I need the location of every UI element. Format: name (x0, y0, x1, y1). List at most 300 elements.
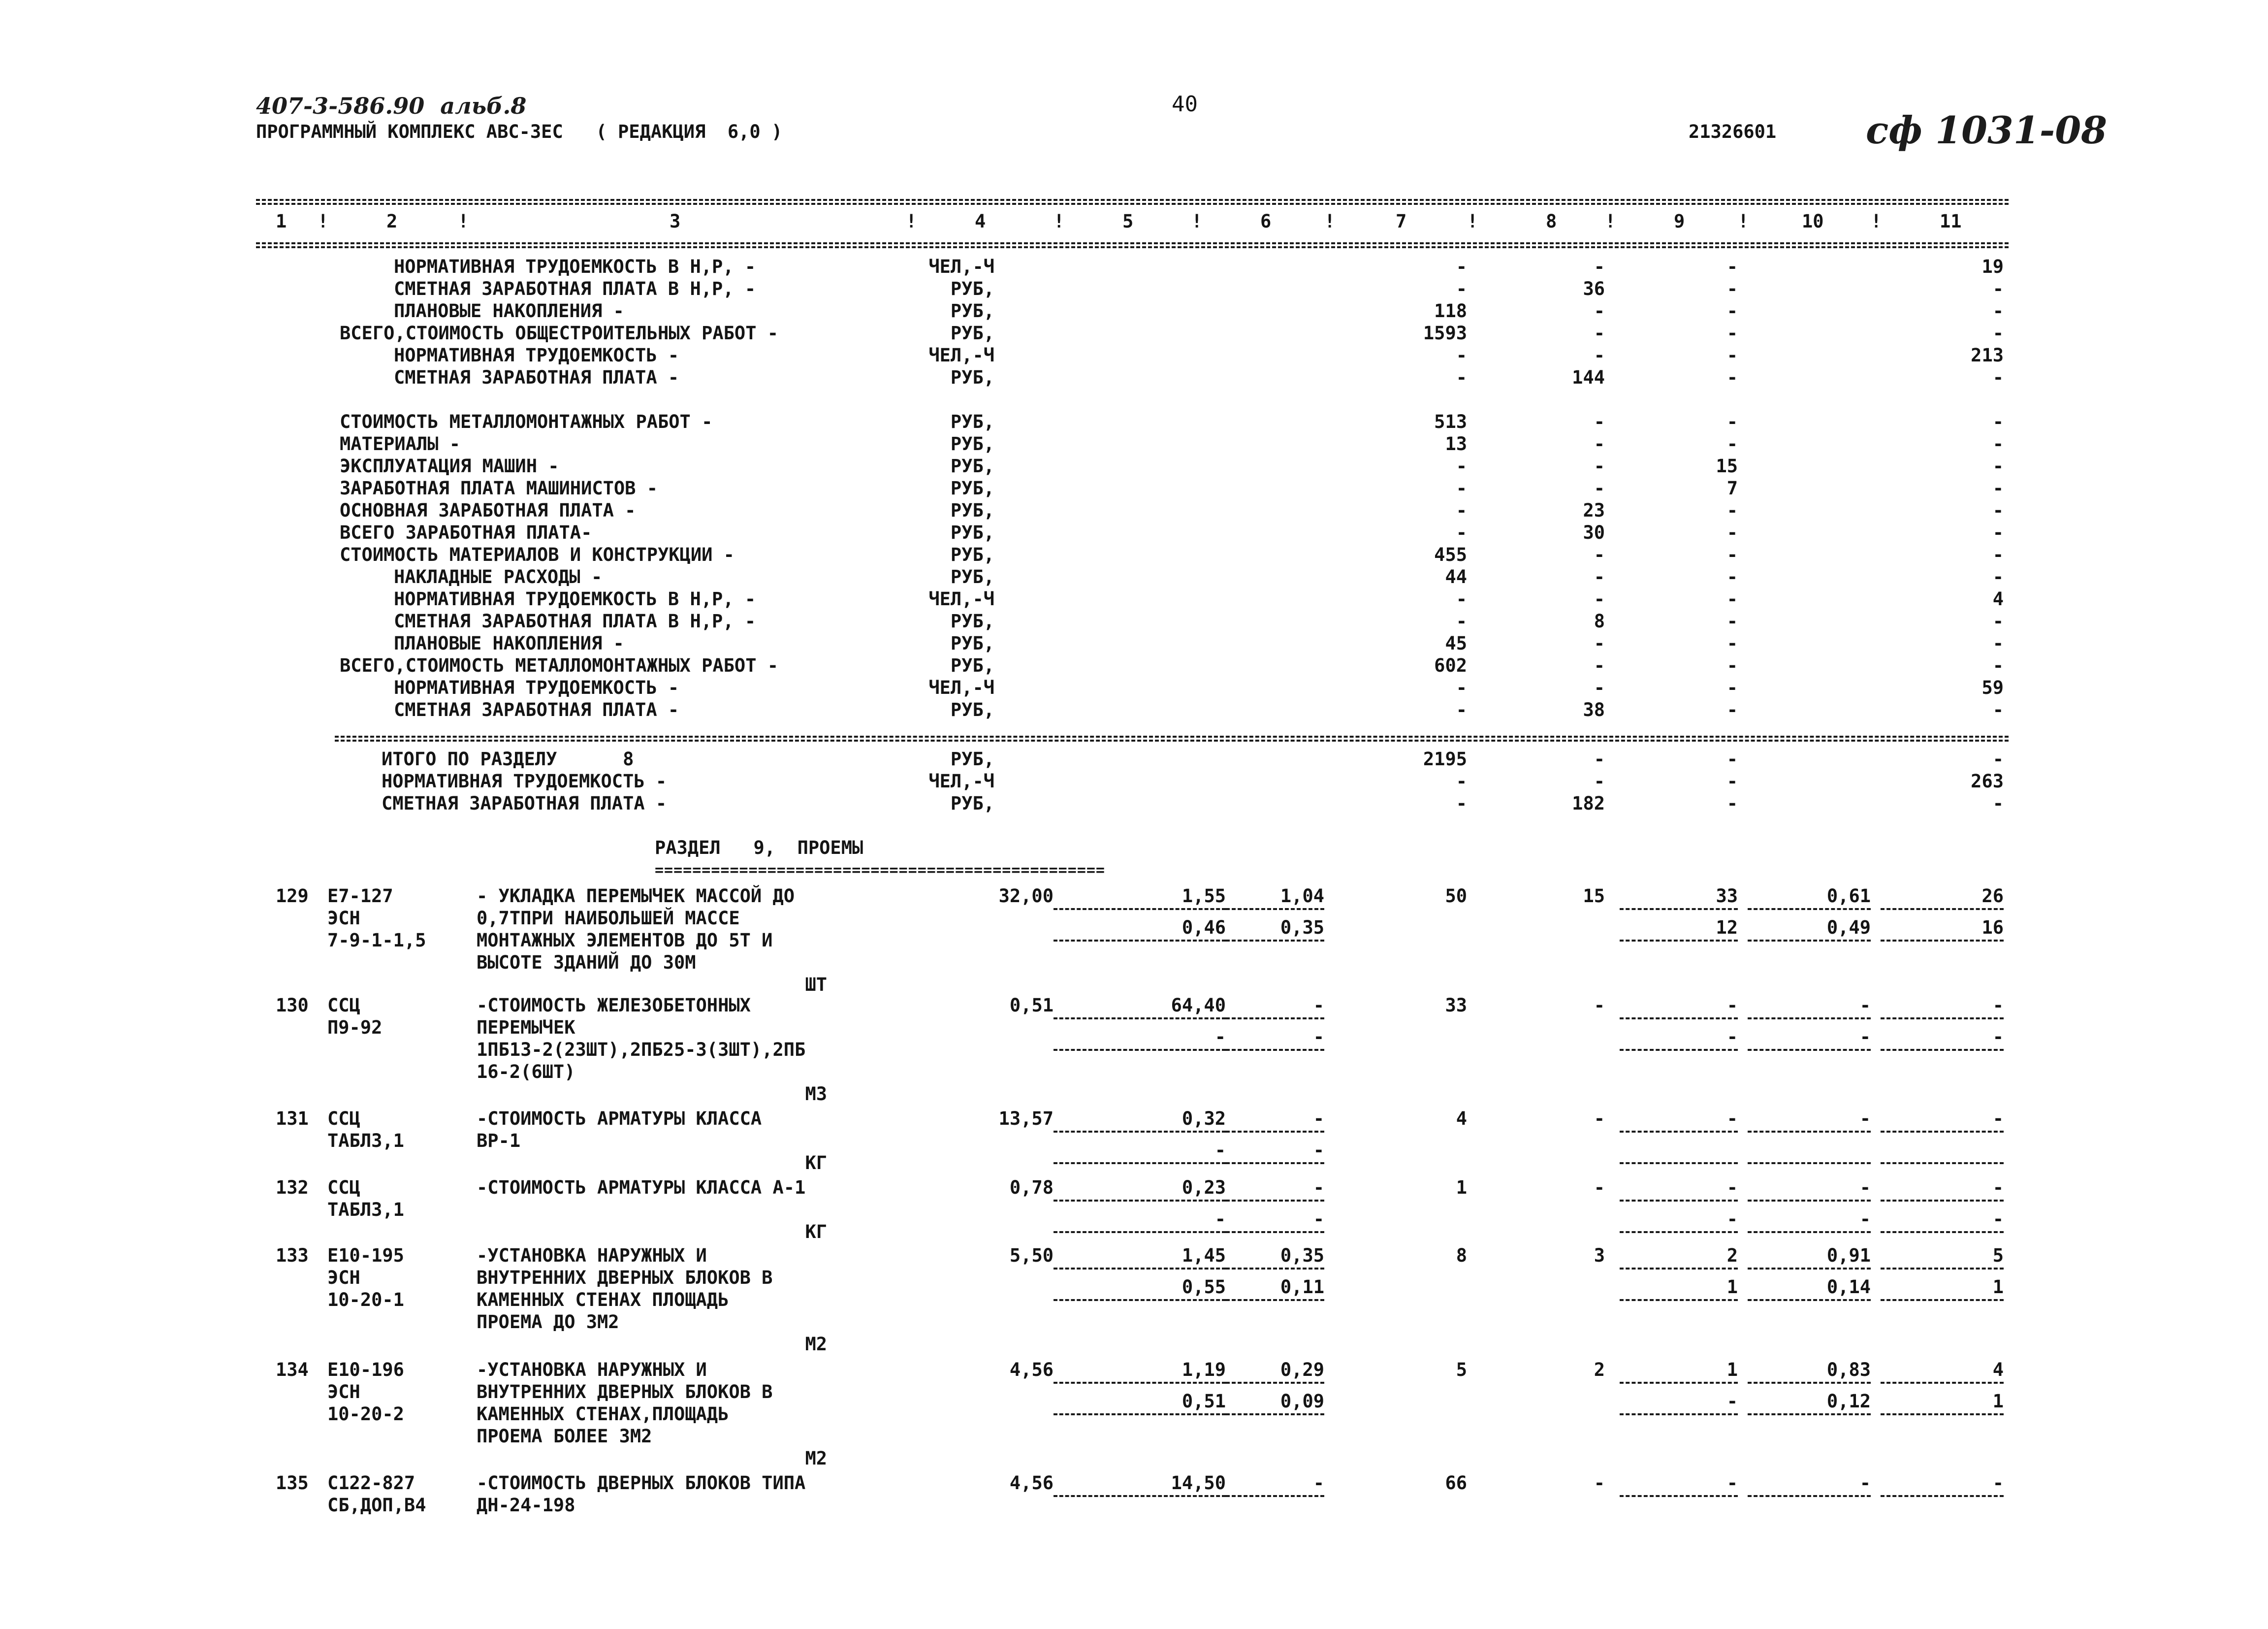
item-c11: - (1992, 995, 2004, 1016)
summary-col11: - (1992, 478, 2004, 499)
summary-label: ЗАРАБОТНАЯ ПЛАТА МАШИНИСТОВ - (340, 478, 658, 499)
summary-col7: 1593 (1423, 323, 1467, 344)
value-underline-2 (1881, 1299, 2004, 1301)
summary-unit: РУБ, (950, 500, 994, 521)
value-underline-2 (1226, 1162, 1324, 1164)
item-c8: - (1594, 1177, 1605, 1198)
total-col9: - (1726, 771, 1738, 792)
item-c5: 14,50 (1171, 1472, 1226, 1494)
column-separator: ! (458, 211, 469, 232)
summary-col8: 38 (1583, 699, 1605, 720)
summary-unit: РУБ, (950, 411, 994, 432)
total-unit: РУБ, (950, 793, 994, 814)
program-title: ПРОГРАММНЫЙ КОМПЛЕКС АВС-3ЕС ( РЕДАКЦИЯ 6,0 ) (256, 121, 783, 142)
item-c11: - (1992, 1108, 2004, 1129)
item-c8: 2 (1594, 1359, 1605, 1380)
item-c10: 0,91 (1826, 1245, 1871, 1266)
summary-unit: РУБ, (950, 566, 994, 587)
item-c11: - (1992, 1177, 2004, 1198)
value-underline (1620, 1382, 1738, 1384)
value-underline-2 (1748, 940, 1871, 942)
item-description: ДН-24-198 (477, 1495, 575, 1516)
item-c5b: 0,51 (1182, 1391, 1226, 1412)
summary-col11: - (1992, 411, 2004, 432)
summary-col8: 36 (1583, 278, 1605, 299)
item-c10: - (1859, 1472, 1871, 1494)
item-c6b: - (1313, 1026, 1324, 1047)
item-number: 132 (276, 1177, 309, 1198)
item-code: 10-20-1 (327, 1289, 404, 1310)
value-underline (1054, 1017, 1226, 1019)
summary-label: ВСЕГО,СТОИМОСТЬ МЕТАЛЛОМОНТАЖНЫХ РАБОТ - (340, 655, 779, 676)
item-c11: 5 (1992, 1245, 2004, 1266)
value-underline (1054, 1131, 1226, 1133)
item-c9b: 12 (1716, 917, 1738, 938)
value-underline-2 (1226, 1049, 1324, 1051)
value-underline (1881, 1268, 2004, 1270)
summary-col11: - (1992, 433, 2004, 455)
item-c6: 0,29 (1280, 1359, 1324, 1380)
item-c9b: - (1726, 1208, 1738, 1230)
value-underline (1881, 1200, 2004, 1202)
summary-unit: ЧЕЛ,-Ч (928, 588, 994, 610)
item-c9: - (1726, 995, 1738, 1016)
item-description: -СТОИМОСТЬ АРМАТУРЫ КЛАССА (477, 1108, 762, 1129)
value-underline (1226, 1017, 1324, 1019)
summary-col9: - (1726, 566, 1738, 587)
summary-col7: 13 (1445, 433, 1467, 455)
value-underline-2 (1620, 1299, 1738, 1301)
summary-col8: - (1594, 300, 1605, 322)
item-c6b: 0,11 (1280, 1276, 1324, 1298)
item-code: E10-195 (327, 1245, 404, 1266)
item-c10b: 0,14 (1826, 1276, 1871, 1298)
summary-label: НОРМАТИВНАЯ ТРУДОЕМКОСТЬ В Н,Р, - (394, 588, 756, 610)
summary-label: ВСЕГО ЗАРАБОТНАЯ ПЛАТА- (340, 522, 592, 543)
total-rule-2 (335, 740, 2009, 742)
summary-label: ЭКСПЛУАТАЦИЯ МАШИН - (340, 456, 559, 477)
item-c6: 0,35 (1280, 1245, 1324, 1266)
item-number: 133 (276, 1245, 309, 1266)
value-underline-2 (1054, 1299, 1226, 1301)
item-c6b: 0,09 (1280, 1391, 1324, 1412)
item-c9: - (1726, 1177, 1738, 1198)
handwritten-stamp: сф 1031-08 (1866, 108, 2108, 152)
item-code: ЭСН (327, 908, 360, 929)
page-number: 40 (1172, 92, 1198, 117)
item-description: 16-2(6ШТ) (477, 1061, 575, 1082)
summary-label: СТОИМОСТЬ МЕТАЛЛОМОНТАЖНЫХ РАБОТ - (340, 411, 713, 432)
summary-unit: ЧЕЛ,-Ч (928, 256, 994, 277)
item-code: ССЦ (327, 995, 360, 1016)
value-underline (1620, 1017, 1738, 1019)
summary-col11: - (1992, 278, 2004, 299)
total-rule (335, 736, 2009, 738)
summary-col9: - (1726, 411, 1738, 432)
summary-label: НОРМАТИВНАЯ ТРУДОЕМКОСТЬ - (394, 677, 679, 698)
item-c7: 33 (1445, 995, 1467, 1016)
item-c9b: 1 (1726, 1276, 1738, 1298)
summary-col11: 213 (1971, 345, 2004, 366)
summary-col11: - (1992, 323, 2004, 344)
item-c8: - (1594, 995, 1605, 1016)
summary-col8: 23 (1583, 500, 1605, 521)
summary-col11: 59 (1981, 677, 2004, 698)
item-c6b: 0,35 (1280, 917, 1324, 938)
value-underline-2 (1748, 1299, 1871, 1301)
item-c5b: - (1214, 1026, 1226, 1047)
item-c11b: 1 (1992, 1391, 2004, 1412)
item-c11: 26 (1981, 885, 2004, 907)
item-c10b: 0,49 (1826, 917, 1871, 938)
summary-col11: 19 (1981, 256, 2004, 277)
item-description: КАМЕННЫХ СТЕНАХ,ПЛОЩАДЬ (477, 1403, 729, 1425)
summary-col7: 455 (1434, 544, 1467, 565)
item-c5: 1,19 (1182, 1359, 1226, 1380)
item-number: 131 (276, 1108, 309, 1129)
column-header-7: 7 (1396, 211, 1407, 232)
item-c10: - (1859, 1177, 1871, 1198)
item-description: ВР-1 (477, 1130, 521, 1151)
value-underline-2 (1054, 1413, 1226, 1415)
item-c5: 1,45 (1182, 1245, 1226, 1266)
item-c7: 5 (1456, 1359, 1467, 1380)
item-description: 0,7ТПРИ НАИБОЛЬШЕЙ МАССЕ (477, 908, 740, 929)
header-bottom-rule (256, 242, 2009, 244)
value-underline (1748, 1131, 1871, 1133)
item-c10: 0,83 (1826, 1359, 1871, 1380)
item-description: ВЫСОТЕ ЗДАНИЙ ДО 30М (477, 952, 696, 973)
item-c5b: 0,55 (1182, 1276, 1226, 1298)
summary-unit: РУБ, (950, 367, 994, 388)
summary-col9: - (1726, 278, 1738, 299)
item-code: СБ,ДОП,В4 (327, 1495, 426, 1516)
summary-col7: - (1456, 588, 1467, 610)
column-header-5: 5 (1122, 211, 1134, 232)
summary-label: СМЕТНАЯ ЗАРАБОТНАЯ ПЛАТА В Н,Р, - (394, 278, 756, 299)
summary-col8: - (1594, 456, 1605, 477)
item-c8: - (1594, 1472, 1605, 1494)
column-separator: ! (318, 211, 329, 232)
item-description: -УСТАНОВКА НАРУЖНЫХ И (477, 1245, 707, 1266)
summary-unit: РУБ, (950, 611, 994, 632)
value-underline-2 (1226, 940, 1324, 942)
value-underline (1620, 1268, 1738, 1270)
summary-col7: - (1456, 699, 1467, 720)
summary-col8: - (1594, 544, 1605, 565)
summary-col7: 45 (1445, 633, 1467, 654)
item-c10: - (1859, 995, 1871, 1016)
column-separator: ! (1871, 211, 1882, 232)
item-unit: ШТ (805, 974, 827, 995)
summary-col9: - (1726, 699, 1738, 720)
summary-label: НАКЛАДНЫЕ РАСХОДЫ - (394, 566, 603, 587)
item-code: ЭСН (327, 1267, 360, 1288)
item-code: ССЦ (327, 1108, 360, 1129)
item-description: КАМЕННЫХ СТЕНАХ ПЛОЩАДЬ (477, 1289, 729, 1310)
summary-label: МАТЕРИАЛЫ - (340, 433, 461, 455)
project-code: 407-3-586.90 альб.8 (256, 93, 527, 119)
item-c5: 0,32 (1182, 1108, 1226, 1129)
item-code: ССЦ (327, 1177, 360, 1198)
value-underline-2 (1226, 1231, 1324, 1233)
item-description: ВНУТРЕННИХ ДВЕРНЫХ БЛОКОВ В (477, 1381, 773, 1402)
total-col8: 182 (1572, 793, 1605, 814)
value-underline-2 (1748, 1413, 1871, 1415)
summary-col8: - (1594, 478, 1605, 499)
item-c9: 33 (1716, 885, 1738, 907)
item-c5: 0,23 (1182, 1177, 1226, 1198)
summary-col8: - (1594, 588, 1605, 610)
value-underline (1226, 1131, 1324, 1133)
value-underline (1748, 1382, 1871, 1384)
value-underline-2 (1226, 1299, 1324, 1301)
item-c7: 1 (1456, 1177, 1467, 1198)
value-underline (1226, 908, 1324, 910)
summary-col8: - (1594, 323, 1605, 344)
summary-unit: РУБ, (950, 699, 994, 720)
item-c5: 64,40 (1171, 995, 1226, 1016)
value-underline (1620, 1495, 1738, 1497)
item-c5b: - (1214, 1208, 1226, 1230)
column-header-10: 10 (1802, 211, 1824, 232)
total-label: НОРМАТИВНАЯ ТРУДОЕМКОСТЬ - (382, 771, 667, 792)
item-description: -СТОИМОСТЬ ДВЕРНЫХ БЛОКОВ ТИПА (477, 1472, 806, 1494)
total-col9: - (1726, 749, 1738, 770)
item-c9: 2 (1726, 1245, 1738, 1266)
total-label: ИТОГО ПО РАЗДЕЛУ 8 (382, 749, 634, 770)
item-description: - УКЛАДКА ПЕРЕМЫЧЕК МАССОЙ ДО (477, 885, 795, 907)
item-code: 10-20-2 (327, 1403, 404, 1425)
value-underline-2 (1881, 1049, 2004, 1051)
item-c6: - (1313, 1472, 1324, 1494)
summary-col7: 513 (1434, 411, 1467, 432)
total-col11: 263 (1971, 771, 2004, 792)
item-code: ТАБЛ3,1 (327, 1199, 404, 1220)
item-c11b: - (1992, 1026, 2004, 1047)
summary-col7: - (1456, 278, 1467, 299)
summary-unit: РУБ, (950, 323, 994, 344)
item-description: ВНУТРЕННИХ ДВЕРНЫХ БЛОКОВ В (477, 1267, 773, 1288)
item-c11b: 16 (1981, 917, 2004, 938)
value-underline-2 (1620, 940, 1738, 942)
item-c6b: - (1313, 1140, 1324, 1161)
value-underline (1054, 908, 1226, 910)
item-c9: - (1726, 1108, 1738, 1129)
summary-col9: - (1726, 677, 1738, 698)
summary-col11: - (1992, 611, 2004, 632)
summary-unit: РУБ, (950, 544, 994, 565)
column-header-6: 6 (1260, 211, 1272, 232)
summary-col11: - (1992, 522, 2004, 543)
item-c4: 0,51 (1009, 995, 1054, 1016)
item-c7: 8 (1456, 1245, 1467, 1266)
value-underline-2 (1620, 1049, 1738, 1051)
summary-col7: - (1456, 522, 1467, 543)
summary-col8: 8 (1594, 611, 1605, 632)
summary-label: СМЕТНАЯ ЗАРАБОТНАЯ ПЛАТА В Н,Р, - (394, 611, 756, 632)
summary-col11: - (1992, 655, 2004, 676)
summary-unit: ЧЕЛ,-Ч (928, 677, 994, 698)
item-c6: 1,04 (1280, 885, 1324, 907)
value-underline (1226, 1382, 1324, 1384)
summary-label: ПЛАНОВЫЕ НАКОПЛЕНИЯ - (394, 300, 624, 322)
item-description: ПРОЕМА БОЛЕЕ 3М2 (477, 1426, 652, 1447)
summary-col8: - (1594, 411, 1605, 432)
item-c9b: - (1726, 1391, 1738, 1412)
value-underline (1620, 908, 1738, 910)
summary-col7: - (1456, 345, 1467, 366)
column-header-3: 3 (670, 211, 681, 232)
column-separator: ! (1467, 211, 1478, 232)
total-col11: - (1992, 749, 2004, 770)
summary-unit: РУБ, (950, 433, 994, 455)
item-c10: - (1859, 1108, 1871, 1129)
item-c10: 0,61 (1826, 885, 1871, 907)
column-separator: ! (1738, 211, 1749, 232)
column-header-9: 9 (1674, 211, 1685, 232)
summary-unit: РУБ, (950, 522, 994, 543)
summary-col9: 7 (1726, 478, 1738, 499)
summary-label: НОРМАТИВНАЯ ТРУДОЕМКОСТЬ - (394, 345, 679, 366)
summary-col8: - (1594, 655, 1605, 676)
item-c4: 5,50 (1009, 1245, 1054, 1266)
item-c11b: 1 (1992, 1276, 2004, 1298)
section-title-underline: ================================================ (655, 862, 1105, 879)
item-c8: 15 (1583, 885, 1605, 907)
summary-col9: - (1726, 300, 1738, 322)
item-c4: 0,78 (1009, 1177, 1054, 1198)
summary-col11: - (1992, 367, 2004, 388)
summary-col9: - (1726, 522, 1738, 543)
value-underline (1226, 1200, 1324, 1202)
item-c7: 50 (1445, 885, 1467, 907)
summary-label: ВСЕГО,СТОИМОСТЬ ОБЩЕСТРОИТЕЛЬНЫХ РАБОТ - (340, 323, 779, 344)
item-c7: 66 (1445, 1472, 1467, 1494)
item-c8: - (1594, 1108, 1605, 1129)
item-description: -УСТАНОВКА НАРУЖНЫХ И (477, 1359, 707, 1380)
column-separator: ! (1054, 211, 1065, 232)
summary-unit: ЧЕЛ,-Ч (928, 345, 994, 366)
summary-col11: - (1992, 699, 2004, 720)
summary-col11: - (1992, 633, 2004, 654)
item-c5b: 0,46 (1182, 917, 1226, 938)
summary-col9: - (1726, 433, 1738, 455)
item-c9b: - (1726, 1026, 1738, 1047)
summary-col9: - (1726, 323, 1738, 344)
summary-col11: - (1992, 544, 2004, 565)
summary-unit: РУБ, (950, 456, 994, 477)
summary-col11: - (1992, 300, 2004, 322)
value-underline-2 (1054, 1049, 1226, 1051)
item-c4: 4,56 (1009, 1472, 1054, 1494)
summary-unit: РУБ, (950, 633, 994, 654)
value-underline (1881, 908, 2004, 910)
summary-col9: 15 (1716, 456, 1738, 477)
summary-col11: 4 (1992, 588, 2004, 610)
item-number: 129 (276, 885, 309, 907)
summary-col7: 118 (1434, 300, 1467, 322)
value-underline-2 (1748, 1049, 1871, 1051)
item-c10b: 0,12 (1826, 1391, 1871, 1412)
item-description: -СТОИМОСТЬ АРМАТУРЫ КЛАССА А-1 (477, 1177, 806, 1198)
summary-label: ОСНОВНАЯ ЗАРАБОТНАЯ ПЛАТА - (340, 500, 636, 521)
summary-col7: - (1456, 478, 1467, 499)
summary-unit: РУБ, (950, 278, 994, 299)
column-separator: ! (1191, 211, 1203, 232)
item-code: С122-827 (327, 1472, 415, 1494)
summary-col9: - (1726, 544, 1738, 565)
item-c8: 3 (1594, 1245, 1605, 1266)
item-c11: - (1992, 1472, 2004, 1494)
summary-col9: - (1726, 345, 1738, 366)
summary-col9: - (1726, 655, 1738, 676)
value-underline-2 (1620, 1162, 1738, 1164)
item-description: МОНТАЖНЫХ ЭЛЕМЕНТОВ ДО 5Т И (477, 930, 773, 951)
document-number: 21326601 (1689, 121, 1777, 142)
summary-label: НОРМАТИВНАЯ ТРУДОЕМКОСТЬ В Н,Р, - (394, 256, 756, 277)
item-c4: 13,57 (998, 1108, 1054, 1129)
summary-col8: - (1594, 345, 1605, 366)
value-underline (1054, 1200, 1226, 1202)
value-underline (1748, 1017, 1871, 1019)
item-description: -СТОИМОСТЬ ЖЕЛЕЗОБЕТОННЫХ (477, 995, 751, 1016)
column-header-11: 11 (1940, 211, 1962, 232)
item-unit: КГ (805, 1152, 827, 1173)
summary-col7: - (1456, 256, 1467, 277)
item-c9: - (1726, 1472, 1738, 1494)
item-c6b: - (1313, 1208, 1324, 1230)
value-underline (1226, 1495, 1324, 1497)
summary-col7: - (1456, 677, 1467, 698)
total-col9: - (1726, 793, 1738, 814)
summary-label: СТОИМОСТЬ МАТЕРИАЛОВ И КОНСТРУКЦИИ - (340, 544, 735, 565)
value-underline (1748, 1495, 1871, 1497)
summary-col9: - (1726, 633, 1738, 654)
summary-label: СМЕТНАЯ ЗАРАБОТНАЯ ПЛАТА - (394, 367, 679, 388)
total-col7: - (1456, 793, 1467, 814)
summary-label: ПЛАНОВЫЕ НАКОПЛЕНИЯ - (394, 633, 624, 654)
header-bottom-rule-2 (256, 246, 2009, 248)
summary-col7: - (1456, 500, 1467, 521)
item-description: ПРОЕМА ДО 3М2 (477, 1311, 619, 1333)
summary-col9: - (1726, 367, 1738, 388)
value-underline (1881, 1131, 2004, 1133)
summary-col7: - (1456, 611, 1467, 632)
summary-col7: - (1456, 456, 1467, 477)
summary-col11: - (1992, 566, 2004, 587)
summary-label: СМЕТНАЯ ЗАРАБОТНАЯ ПЛАТА - (394, 699, 679, 720)
value-underline-2 (1881, 1162, 2004, 1164)
summary-col8: - (1594, 633, 1605, 654)
column-header-1: 1 (276, 211, 287, 232)
value-underline-2 (1748, 1162, 1871, 1164)
value-underline-2 (1054, 1231, 1226, 1233)
value-underline-2 (1881, 940, 2004, 942)
item-c7: 4 (1456, 1108, 1467, 1129)
summary-col11: - (1992, 500, 2004, 521)
item-c5: 1,55 (1182, 885, 1226, 907)
summary-col7: - (1456, 367, 1467, 388)
item-description: ПЕРЕМЫЧЕК (477, 1017, 575, 1038)
item-unit: М2 (805, 1448, 827, 1469)
item-code: ТАБЛ3,1 (327, 1130, 404, 1151)
total-col8: - (1594, 771, 1605, 792)
value-underline (1054, 1382, 1226, 1384)
summary-col9: - (1726, 500, 1738, 521)
summary-col7: 602 (1434, 655, 1467, 676)
total-col7: 2195 (1423, 749, 1467, 770)
